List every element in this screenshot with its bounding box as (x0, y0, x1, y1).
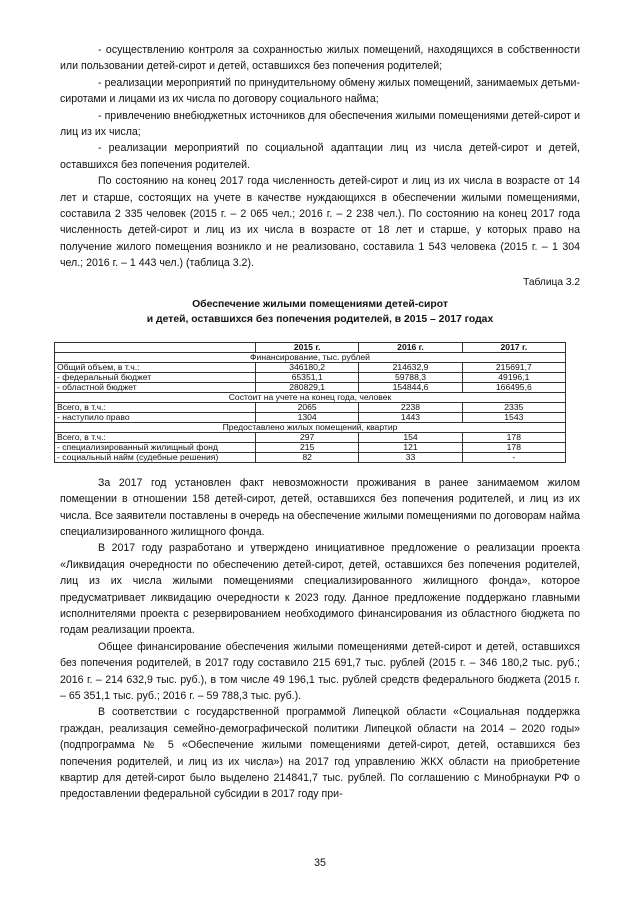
table-header-cell: 2016 г. (359, 342, 462, 352)
cell-2017: - (462, 452, 565, 462)
table-header-cell (55, 342, 256, 352)
table-row (55, 362, 566, 372)
paragraph: Общее финансирование обеспечения жилыми помещениями детей-сирот и детей, оставшихся без попечения родителей, в 2017 году составило 215 691,7 тыс. рублей (2015 г. – 346 180,2 тыс. руб.; 2016 г. – 214 632,9 тыс. руб.), в том числе 49 196,1 тыс. рублей средств федерального бюджета (2015 г. – 65 351,1 тыс. руб.; 2016 г. – 59 788,3 тыс. руб.). (60, 640, 580, 702)
cell-2016: 1443 (359, 412, 462, 422)
table-title-line: Обеспечение жилыми помещениями детей-сирот (192, 298, 448, 310)
paragraph: - осуществлению контроля за сохранностью жилых помещений, находящихся в собственности или пользовании детей-сирот и детей, оставшихся без попечения родителей; (60, 44, 580, 73)
cell-2015: 2065 (256, 402, 359, 412)
paragraph: В соответствии с государственной программой Липецкой области «Социальная поддержка граждан, реализация семейно-демографической политики Липецкой области на 2014 – 2020 годы» (подпрограмма № 5 «Обеспечение жилыми помещениями детей-сирот, детей, оставшихся без попечения родителей, и лиц из их числа») на 2017 год управлению ЖКХ области на приобретение квартир для детей-сирот было выделено 214841,7 тыс. рублей. По соглашению с Минобрнауки РФ о предоставлении федеральной субсидии в 2017 году при- (60, 706, 580, 801)
row-label: - федеральный бюджет (55, 372, 256, 382)
table-row (55, 382, 566, 392)
bottom-text (60, 475, 580, 803)
row-label: Всего, в т.ч.: (55, 432, 256, 442)
paragraph: - привлечению внебюджетных источников для обеспечения жилыми помещениями детей-сирот и лиц из их числа; (60, 109, 580, 139)
cell-2017: 49196,1 (462, 372, 565, 382)
cell-2015: 346180,2 (256, 362, 359, 372)
cell-2016: 121 (359, 442, 462, 452)
paragraph: В 2017 году разработано и утверждено инициативное предложение о реализации проекта «Ликвидация очередности по обеспечению детей-сирот, детей, оставшихся без попечения родителей, лиц из их числа жилыми помещениями специализированного жилищного фонда», которое предусматривает ликвидацию очередности к 2023 году. Данное предложение поддержано главными исполнителями проекта с резервированием необходимого финансирования из областного бюджета по годам реализации проекта. (60, 542, 580, 637)
table-label: Таблица 3.2 (523, 276, 580, 288)
document-page (57, 42, 580, 803)
cell-2017: 178 (462, 432, 565, 442)
table-row (55, 452, 566, 462)
paragraph: За 2017 год установлен факт невозможности проживания в ранее занимаемом жилом помещении в отношении 158 детей-сирот, детей, оставшихся без попечения родителей, и лиц из их числа. Все заявители поставлены в очередь на обеспечение жилыми помещениями по договорам найма специализированного жилищного фонда. (60, 476, 580, 538)
cell-2016: 2238 (359, 402, 462, 412)
cell-2016: 59788,3 (359, 372, 462, 382)
table-row (55, 432, 566, 442)
row-label: Всего, в т.ч.: (55, 402, 256, 412)
table-header-cell: 2015 г. (256, 342, 359, 352)
cell-2015: 215 (256, 442, 359, 452)
table-section-title: Предоставлено жилых помещений, квартир (55, 422, 566, 432)
cell-2015: 297 (256, 432, 359, 442)
top-text (60, 42, 580, 272)
table-section-title: Финансирование, тыс. рублей (55, 352, 566, 362)
page-number: 35 (314, 857, 326, 869)
table-title (60, 297, 580, 328)
table-header-row (55, 342, 566, 352)
paragraph: - реализации мероприятий по принудительному обмену жилых помещений, занимаемых детьми-сиротами и лицами из их числа по договору социального найма; (60, 76, 580, 106)
cell-2015: 65351,1 (256, 372, 359, 382)
cell-2015: 82 (256, 452, 359, 462)
table-title-line: и детей, оставшихся без попечения родителей, в 2015 – 2017 годах (146, 314, 494, 326)
cell-2017: 1543 (462, 412, 565, 422)
cell-2015: 280829,1 (256, 382, 359, 392)
cell-2017: 2335 (462, 402, 565, 412)
paragraph: - реализации мероприятий по социальной адаптации лиц из числа детей-сирот и детей, оставшихся без попечения родителей. (60, 142, 580, 171)
table-row (55, 412, 566, 422)
table-row (55, 442, 566, 452)
cell-2015: 1304 (256, 412, 359, 422)
table-section-row (55, 352, 566, 362)
cell-2017: 166495,6 (462, 382, 565, 392)
row-label: - социальный найм (судебные решения) (55, 452, 256, 462)
cell-2016: 154844,6 (359, 382, 462, 392)
row-label: - областной бюджет (55, 382, 256, 392)
cell-2016: 154 (359, 432, 462, 442)
cell-2016: 33 (359, 452, 462, 462)
row-label: - наступило право (55, 412, 256, 422)
table-row (55, 372, 566, 382)
table-header-cell: 2017 г. (462, 342, 565, 352)
cell-2016: 214632,9 (359, 362, 462, 372)
housing-table (54, 342, 566, 463)
paragraph: По состоянию на конец 2017 года численность детей-сирот и лиц из их числа в возрасте от 14 лет и старше, состоящих на учете в качестве нуждающихся в обеспечении жилыми помещениями, составила 2 335 человек (2015 г. – 2 065 чел.; 2016 г. – 2 238 чел.). По состоянию на конец 2017 года численность детей-сирот и лиц из их числа в возрасте от 18 лет и старше, у которых право на получение жилого помещения возникло и не реализовано, составила 1 543 человека (2015 г. – 1 304 чел.; 2016 г. – 1 443 чел.) (таблица 3.2). (60, 175, 580, 270)
row-label: - специализированный жилищный фонд (55, 442, 256, 452)
table-section-row (55, 422, 566, 432)
cell-2017: 178 (462, 442, 565, 452)
row-label: Общий объем, в т.ч.: (55, 362, 256, 372)
cell-2017: 215691,7 (462, 362, 565, 372)
table-row (55, 402, 566, 412)
table-section-row (55, 392, 566, 402)
table-section-title: Состоит на учете на конец года, человек (55, 392, 566, 402)
